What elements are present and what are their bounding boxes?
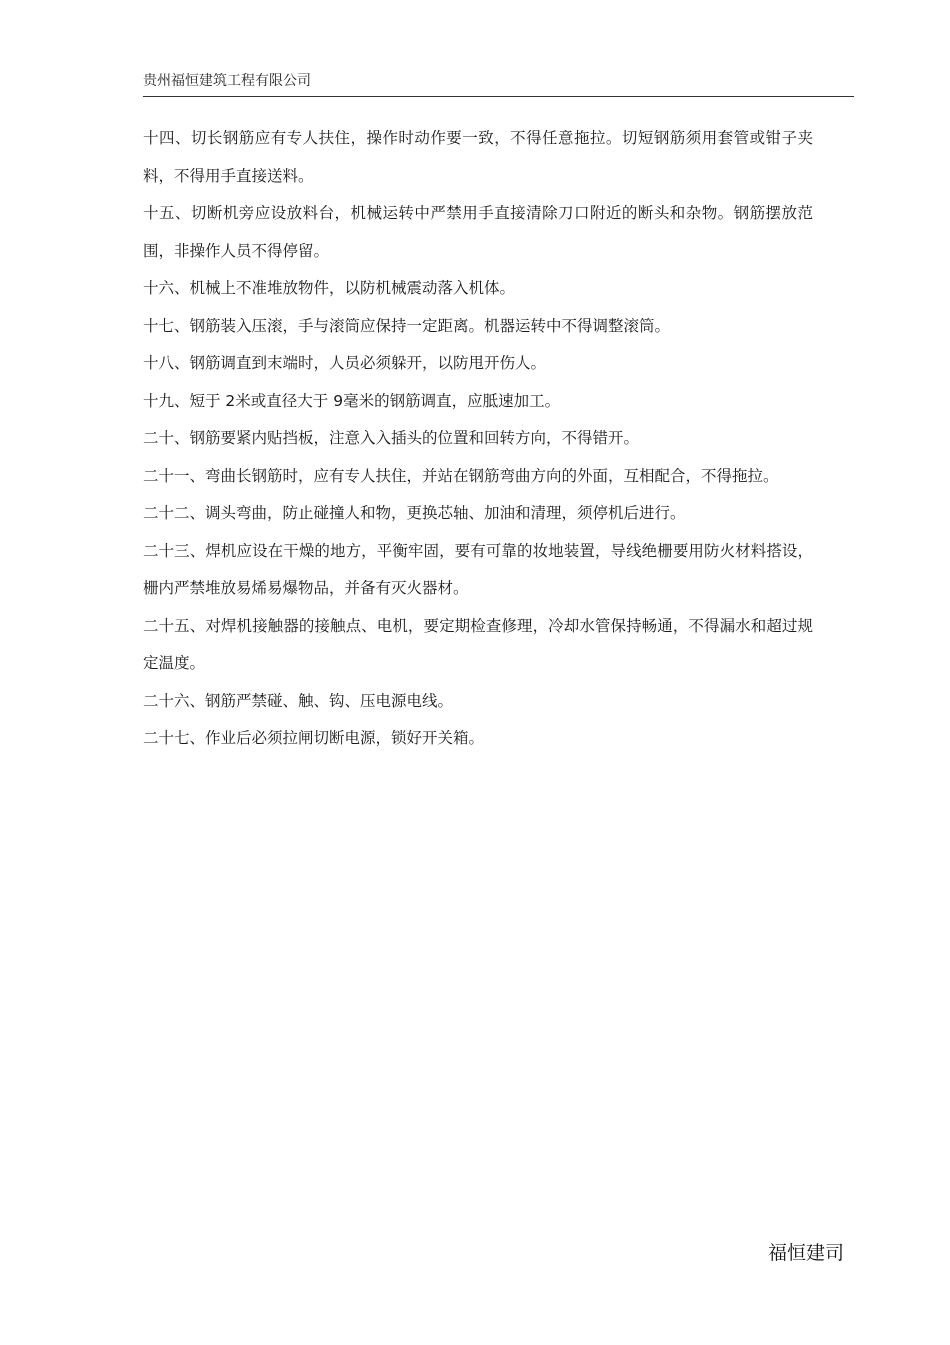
paragraph-21: 二十一、弯曲长钢筋时，应有专人扶住，并站在钢筋弯曲方向的外面，互相配合，不得拖拉。 <box>143 466 779 485</box>
paragraph-23: 二十三、焊机应设在干燥的地方，平衡牢固，要有可靠的妆地装置，导线绝栅要用防火材料搭设，栅内严禁堆放易烯易爆物品，并备有灭火器材。 <box>143 541 813 597</box>
paragraph-19: 十九、短于 2米或直径大于 9毫米的钢筋调直，应胝速加工。 <box>143 391 561 410</box>
paragraph-27: 二十七、作业后必须拉闸切断电源，锁好开关箱。 <box>143 729 485 747</box>
paragraph-22: 二十二、调头弯曲，防止碰撞人和物，更换芯轴、加油和清理，须停机后进行。 <box>143 504 686 522</box>
paragraph-15: 十五、切断机旁应设放料台，机械运转中严禁用手直接清除刀口附近的断头和杂物。钢筋摆放范围，非操作人员不得停留。 <box>143 204 813 260</box>
company-name: 贵州福恒建筑工程有限公司 <box>143 73 311 89</box>
paragraph-14: 十四、切长钢筋应有专人扶住，操作时动作要一致，不得任意拖拉。切短钢筋须用套管或钳子夹料，不得用手直接送料。 <box>143 129 813 185</box>
paragraph-20: 二十、钢筋要紧内贴挡板，注意入入插头的位置和回转方向，不得错开。 <box>143 429 640 447</box>
footer-label: 福恒建司 <box>767 1242 844 1264</box>
paragraph-16: 十六、机械上不准堆放物件，以防机械震动落入机体。 <box>143 279 516 297</box>
paragraph-26: 二十六、钢筋严禁碰、触、钩、压电源电线。 <box>143 691 454 710</box>
page-header <box>143 70 854 97</box>
paragraph-17: 十七、钢筋装入压滚，手与滚筒应保持一定距离。机器运转中不得调整滚筒。 <box>143 316 671 335</box>
document-body <box>143 120 813 758</box>
paragraph-25: 二十五、对焊机接触器的接触点、电机，要定期检查修理，冷却水管保持畅通，不得漏水和超过规定温度。 <box>143 616 813 672</box>
paragraph-18: 十八、钢筋调直到末端时，人员必须躲开，以防甩开伤人。 <box>143 354 547 372</box>
